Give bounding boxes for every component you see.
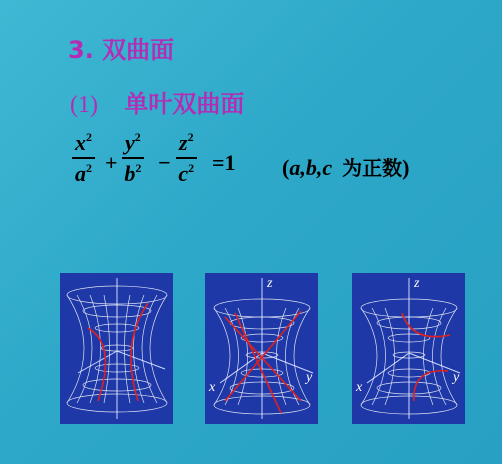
fraction-z: $\frac{z^2}{c^2}$ [176, 130, 197, 187]
fraction-y: $\frac{y^2}{b^2}$ [122, 130, 144, 187]
axis-label-y: y [453, 370, 460, 385]
equals-one: =1 [212, 150, 236, 175]
parameter-condition: (a,b,c 为正数) [282, 155, 410, 180]
denominator-a: a [75, 161, 86, 186]
hyperboloid-figure-2 [205, 273, 318, 424]
numerator-x: x [75, 130, 86, 155]
subsection-label: 单叶双曲面 [124, 90, 245, 118]
hyperboloid-figure-1 [60, 273, 173, 424]
denominator-c: c [178, 161, 189, 186]
subsection-number: (1) [70, 92, 98, 118]
numerator-z: z [179, 130, 188, 155]
numerator-y: y [125, 130, 135, 155]
axis-label-y: y [306, 370, 313, 385]
axis-label-x: x [356, 380, 363, 395]
minus-operator: − [158, 150, 171, 175]
subsection-heading [70, 84, 244, 119]
axis-label-z: z [414, 276, 420, 291]
hyperboloid-graphic-2 [205, 273, 318, 424]
section-title: 3. 双曲面 [68, 36, 175, 64]
axis-label-z: z [267, 276, 273, 291]
hyperboloid-graphic-1 [60, 273, 173, 424]
plus-operator: + [105, 150, 118, 175]
hyperboloid-figure-3 [352, 273, 465, 424]
denominator-b: b [124, 161, 136, 186]
condition-text: 为正数 [342, 156, 403, 180]
fraction-x: $\frac{x^2}{a^2}$ [72, 130, 95, 187]
hyperboloid-graphic-3 [352, 273, 465, 424]
coordinate-axes [78, 278, 165, 419]
condition-variables: a,b,c [289, 155, 333, 180]
axis-label-x: x [209, 380, 216, 395]
